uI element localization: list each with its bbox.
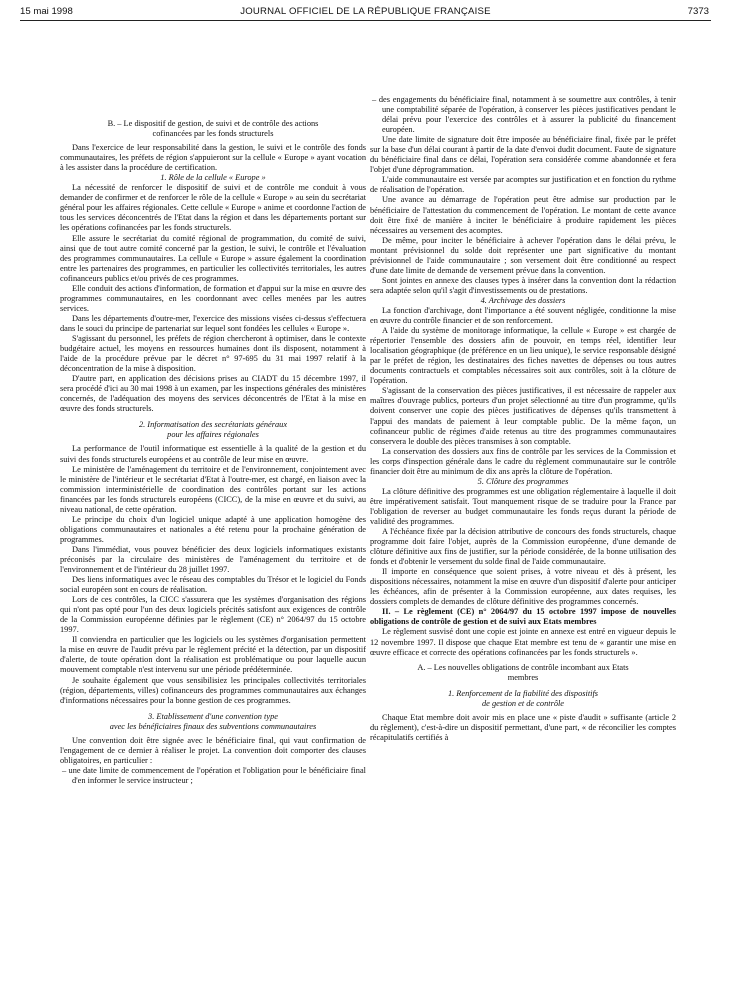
section-ii-title: II. – Le règlement (CE) n° 2064/97 du 15 octobre 1997 impose de nouvelles obligations de contrôle de gestion et de suivi aux Etats membres bbox=[370, 607, 676, 627]
paragraph: Une avance au démarrage de l'opération peut être admise sur production par le bénéficiaire de l'attestation du commencement de l'opération. Le montant de cette avance doit être fixé de manière à inciter le bénéficiaire à produire rapidement les pièces nécessaires au versement des acomptes. bbox=[370, 195, 676, 235]
header-date: 15 mai 1998 bbox=[20, 6, 73, 17]
heading-line: 1. Renforcement de la fiabilité des dispositifs bbox=[447, 688, 599, 698]
paragraph: Dans l'immédiat, vous pouvez bénéficier des deux logiciels informatiques existants préconisés par la circulaire des ministères de l'aménagement du territoire et de l'environnement et de l'intérieur du 28 juillet 1997. bbox=[60, 544, 366, 575]
heading-line: de gestion et de contrôle bbox=[481, 698, 565, 708]
paragraph: A l'échéance fixée par la décision attributive de concours des fonds structurels, chaque programme doit faire l'objet, auprès de la Commission européenne, d'une demande de clôture définitive aux fins de justifier, sur la période considérée, de la bonne utilisation des fonds et d'obtenir le versement du solde final de l'aide communautaire. bbox=[370, 527, 676, 567]
paragraph: Elle assure le secrétariat du comité régional de programmation, du comité de suivi, ainsi que de tout autre comité concerné par la gestion, le suivi, le contrôle et l'évaluation des programmes communautaires. La cellule « Europe » assure également la coordination entre les partenaires des programmes, en particulier les collectivités territoriales, les autres cofinanceurs publics et/ou privés de ces programmes. bbox=[60, 233, 366, 283]
paragraph: D'autre part, en application des décisions prises au CIADT du 15 décembre 1997, il sera procédé d'ici au 30 mai 1998 à un examen, par les inspections générales des ministères concernés, de l'adéquation des moyens des services déconcentrés de l'Etat à la mise en œuvre des fonds structurels. bbox=[60, 374, 366, 414]
heading-line: 3. Etablissement d'une convention type bbox=[148, 711, 278, 721]
heading-line: pour les affaires régionales bbox=[167, 430, 259, 440]
paragraph: Le principe du choix d'un logiciel unique adapté à une application homogène des obligations communautaires et nationales a été retenu pour la prochaine génération de programmes. bbox=[60, 514, 366, 544]
subsection-heading bbox=[60, 712, 366, 732]
paragraph: Sont jointes en annexe des clauses types à insérer dans la convention dont la rédaction sera adaptée selon qu'il s'agit d'investissements ou de prestations. bbox=[370, 275, 676, 295]
header-rule bbox=[20, 20, 711, 21]
list-item: – des engagements du bénéficiaire final, notamment à se soumettre aux contrôles, à tenir une comptabilité séparée de l'opération, à conserver les pièces justificatives pendant le délai prévu pour l'exercice des contrôles et à assurer la publicité du financement européen. bbox=[372, 95, 676, 135]
paragraph: Des liens informatiques avec le réseau des comptables du Trésor et le logiciel du Fonds social européen sont en cours de réalisation. bbox=[60, 575, 366, 595]
left-column bbox=[60, 119, 366, 984]
paragraph: A l'aide du système de monitorage informatique, la cellule « Europe » est chargée de répertorier l'ensemble des dossiers afin de pouvoir, en temps réel, identifier leur localisation géographique (de préférence en un lieu unique), le service responsable désigné par le préfet de région, les destinataires des fiches navettes de dépenses ou tous autres documents contractuels et comptables nécessaires soit aux contrôles, soit à la clôture de l'opération. bbox=[370, 326, 676, 386]
paragraph: Lors de ces contrôles, la CICC s'assurera que les systèmes d'organisation des régions qui n'ont pas opté pour l'un des deux logiciels précités satisfont aux exigences de contrôle de la Commission européenne définies par le règlement (CE) n° 2064/97 du 15 octobre 1997. bbox=[60, 595, 366, 635]
paragraph: Une date limite de signature doit être imposée au bénéficiaire final, fixée par le préfet sur la base d'un délai courant à partir de la date d'envoi dudit document. Faute de signature du bénéficiaire final dans ce délai, l'opération sera considérée comme abandonnée et fera l'objet d'une déprogrammation. bbox=[370, 135, 676, 175]
heading-line: 2. Informatisation des secrétariats généraux bbox=[138, 420, 288, 430]
paragraph: La nécessité de renforcer le dispositif de suivi et de contrôle me conduit à vous demander de confirmer et de renforcer le rôle de la cellule « Europe » au sein du secrétariat général pour les affaires régionales. Cette cellule « Europe » anime et coordonne l'action de tous les services déconcentrés de l'Etat dans la région et dans les départements portant sur les opérations cofinancées par les fonds structurels. bbox=[60, 183, 366, 233]
paragraph: S'agissant du personnel, les préfets de région chercheront à optimiser, dans le contexte budgétaire actuel, les moyens en ressources humaines dont ils disposent, notamment à l'aide de la procédure prévue par le décret n° 97-695 du 31 mai 1997 relatif à la déconcentration de la mise à disposition. bbox=[60, 333, 366, 374]
paragraph: S'agissant de la conservation des pièces justificatives, il est nécessaire de rappeler aux maîtres d'ouvrage publics, porteurs d'un projet sélectionné au titre d'un programme, qu'ils doivent conserver une copie des pièces justificatives de dépenses qu'ils transmettent à l'appui des mandats de paiement à leur comptable public. De la même façon, un cofinanceur public de régimes d'aide retenus au titre des programmes communautaires conservera le double des pièces transmises à son comptable. bbox=[370, 386, 676, 446]
paragraph: Il conviendra en particulier que les logiciels ou les systèmes d'organisation permettent la mise en œuvre de l'audit prévu par le règlement précité et la détection, par un dispositif d'alerte, de toute opération dont la réalisation est problématique ou pour laquelle aucun mouvement comptable n'est intervenu sur une période prédéterminée. bbox=[60, 635, 366, 675]
section-b-title: B. – Le dispositif de gestion, de suivi et de contrôle des actions cofinancées par les fonds structurels bbox=[107, 119, 319, 139]
paragraph: La clôture définitive des programmes est une obligation réglementaire à laquelle il doit être impérativement satisfait. Tout manquement risque de se traduire pour la France par l'obligation de reverser au budget communautaire les fonds reçus durant la période de validité des programmes. bbox=[370, 486, 676, 526]
paragraph: Dans l'exercice de leur responsabilité dans la gestion, le suivi et le contrôle des fonds communautaires, les préfets de région s'appuieront sur la cellule « Europe » ayant vocation à les assister dans la procédure de certification. bbox=[60, 143, 366, 173]
heading-line: avec les bénéficiaires finaux des subventions communautaires bbox=[109, 721, 317, 731]
paragraph: La performance de l'outil informatique est essentielle à la qualité de la gestion et du suivi des fonds structurels européens et au contrôle de leur mise en œuvre. bbox=[60, 444, 366, 464]
section-a-title: A. – Les nouvelles obligations de contrôle incombant aux Etats membres bbox=[417, 662, 629, 682]
paragraph: L'aide communautaire est versée par acomptes sur justification et en fonction du rythme de réalisation de l'opération. bbox=[370, 175, 676, 195]
paragraph: Chaque Etat membre doit avoir mis en place une « piste d'audit » suffisante (article 2 du règlement), c'est-à-dire un dispositif permettant, d'une part, « de réconcilier les comptes récapitulatifs certifiés à bbox=[370, 712, 676, 742]
subsection-heading: 5. Clôture des programmes bbox=[477, 476, 569, 486]
right-column bbox=[370, 95, 676, 984]
list-item: – une date limite de commencement de l'opération et l'obligation pour le bénéficiaire final d'en informer le service instructeur ; bbox=[62, 765, 366, 785]
subsection-heading bbox=[370, 689, 676, 709]
paragraph: La conservation des dossiers aux fins de contrôle par les services de la Commission et les corps d'inspection générale dans le cadre du règlement communautaire sur le contrôle financier doit être au minimum de dix ans après la clôture de l'opération. bbox=[370, 446, 676, 476]
paragraph: Dans les départements d'outre-mer, l'exercice des missions visées ci-dessus s'effectuera dans le souci du principe de partenariat sur lequel sont fondées les cellules « Europe ». bbox=[60, 313, 366, 333]
subsection-heading: 4. Archivage des dossiers bbox=[480, 295, 566, 305]
subsection-heading bbox=[60, 420, 366, 440]
journal-title: JOURNAL OFFICIEL DE LA RÉPUBLIQUE FRANÇAISE bbox=[240, 6, 491, 17]
page-number: 7373 bbox=[687, 6, 709, 17]
paragraph: Le règlement susvisé dont une copie est jointe en annexe est entré en vigueur depuis le 12 novembre 1997. Il dispose que chaque Etat membre est tenu de « garantir une mise en œuvre efficace et correcte des opérations cofinancées par les fonds structurels ». bbox=[370, 627, 676, 657]
paragraph: Elle conduit des actions d'information, de formation et d'appui sur la mise en œuvre des programmes communautaires, en les coordonnant avec celles menées par les autres services. bbox=[60, 283, 366, 313]
paragraph: La fonction d'archivage, dont l'importance a été souvent négligée, conditionne la mise en œuvre du contrôle financier et de son renforcement. bbox=[370, 305, 676, 326]
subsection-heading: 1. Rôle de la cellule « Europe » bbox=[160, 173, 266, 183]
paragraph: De même, pour inciter le bénéficiaire à achever l'opération dans le délai prévu, le montant prévisionnel du solde doit représenter une part significative du montant prévisionnel de l'aide communautaire ; son versement doit être conditionné au respect d'une date limite de demande de versement prévue dans la convention. bbox=[370, 235, 676, 275]
paragraph: Une convention doit être signée avec le bénéficiaire final, qui vaut confirmation de l'engagement de ce dernier à réaliser le projet. La convention doit comporter des clauses obligatoires, en particulier : bbox=[60, 735, 366, 765]
paragraph: Je souhaite également que vous sensibilisiez les principales collectivités territoriales (région, départements, villes) cofinanceurs des programmes communautaires aux échanges d'informations nécessaires pour la bonne gestion de ces programmes. bbox=[60, 675, 366, 705]
paragraph: Il importe en conséquence que soient prises, à votre niveau et dès à présent, les dispositions nécessaires, notamment la mise en œuvre d'un dispositif d'alerte pour anticiper les échéances, afin de présenter à la Commission européenne, aux dates requises, les dossiers complets de demandes de clôture définitive des programmes concernés. bbox=[370, 567, 676, 607]
paragraph: Le ministère de l'aménagement du territoire et de l'environnement, conjointement avec le ministère de l'intérieur et le secrétariat d'Etat à l'outre-mer, est chargé, en liaison avec la commission interministérielle de coordination des contrôles portant sur les actions financées par les fonds structurels européens (CICC), de la mise en œuvre et du suivi, au niveau national, de cette opération. bbox=[60, 464, 366, 514]
